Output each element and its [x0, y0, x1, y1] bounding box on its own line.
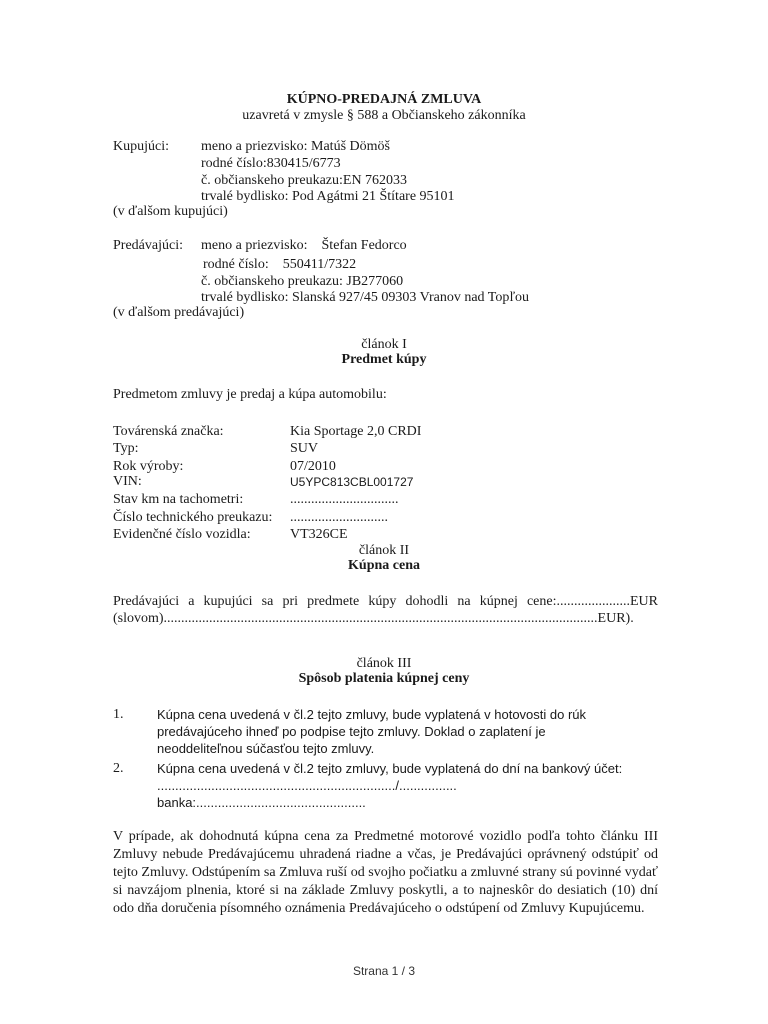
- payment-item-1-number: 1.: [113, 707, 124, 722]
- vehicle-year-value: 07/2010: [290, 459, 336, 474]
- payment-item-2-line-1: Kúpna cena uvedená v čl.2 tejto zmluvy, bude vyplatená do dní na bankový účet:: [157, 761, 623, 776]
- vehicle-type-label: Typ:: [113, 441, 139, 456]
- vehicle-type-value: SUV: [290, 441, 319, 456]
- vehicle-vin-label: VIN:: [113, 474, 142, 489]
- payment-item-1-line-2: predávajúceho ihneď po podpise tejto zmluvy. Doklad o zaplatení je: [157, 724, 546, 739]
- vehicle-km-value: ...............................: [290, 492, 399, 507]
- vehicle-km-label: Stav km na tachometri:: [113, 492, 244, 507]
- seller-alias: (v ďalšom predávajúci): [113, 305, 245, 320]
- vehicle-vin-value: U5YPC813CBL001727: [290, 475, 414, 489]
- contract-title: KÚPNO-PREDAJNÁ ZMLUVA: [286, 92, 482, 107]
- article-2-number: článok II: [358, 543, 410, 558]
- buyer-address: trvalé bydlisko: Pod Agátmi 21 Štítare 95101: [201, 189, 455, 204]
- buyer-label: Kupujúci:: [113, 139, 169, 154]
- price-line-2: (slovom)............................................................................................................................EUR).: [113, 611, 634, 626]
- price-line-1: Predávajúci a kupujúci sa pri predmete kúpy dohodli na kúpnej cene:.....................EUR: [113, 594, 658, 609]
- payment-item-1-line-3: neoddeliteľnou súčasťou tejto zmluvy.: [157, 741, 375, 756]
- vehicle-tp-label: Číslo technického preukazu:: [113, 510, 273, 525]
- vehicle-ecv-label: Evidenčné číslo vozidla:: [113, 527, 251, 542]
- buyer-id-card: č. občianskeho preukazu:EN 762033: [201, 173, 408, 188]
- vehicle-year-label: Rok výroby:: [113, 459, 184, 474]
- vehicle-brand-label: Továrenská značka:: [113, 424, 224, 439]
- buyer-name: meno a priezvisko: Matúš Dömöš: [201, 139, 390, 154]
- buyer-birth-number: rodné číslo:830415/6773: [201, 156, 341, 171]
- seller-name: meno a priezvisko: Štefan Fedorco: [201, 238, 407, 253]
- article-1-number: článok I: [361, 337, 407, 352]
- payment-item-2-line-2: ................................................................../................: [157, 778, 457, 793]
- seller-id-card: č. občianskeho preukazu: JB277060: [201, 274, 404, 289]
- vehicle-tp-value: ............................: [290, 510, 388, 525]
- page-number: Strana 1 / 3: [352, 964, 416, 978]
- contract-subtitle: uzavretá v zmysle § 588 a Občianskeho zákonníka: [242, 108, 526, 123]
- withdrawal-paragraph: V prípade, ak dohodnutá kúpna cena za Predmetné motorové vozidlo podľa tohto článku III Zmluvy nebude Predávajúcemu uhradená riadne a včas, je Predávajúci oprávnený odstúpiť od tejto Zmluvy. Odstúpením sa Zmluva ruší od svojho počiatku a zmluvné strany sú povinné vydať si navzájom plnenia, ktoré si na základe Zmluvy poskytli, a to najneskôr do desiatich (10) dní odo dňa doručenia písomného oznámenia Predávajúceho o odstúpení od Zmluvy Kupujúcemu.: [113, 829, 658, 916]
- seller-birth-number: rodné číslo: 550411/7322: [203, 257, 357, 272]
- payment-item-2-line-3: banka:...............................................: [157, 795, 366, 810]
- buyer-alias: (v ďalšom kupujúci): [113, 204, 228, 219]
- payment-item-1-line-1: Kúpna cena uvedená v čl.2 tejto zmluvy, bude vyplatená v hotovosti do rúk: [157, 707, 587, 722]
- vehicle-brand-value: Kia Sportage 2,0 CRDI: [290, 424, 422, 439]
- article-1-intro: Predmetom zmluvy je predaj a kúpa automobilu:: [113, 387, 387, 402]
- seller-label: Predávajúci:: [113, 238, 183, 253]
- article-3-heading: Spôsob platenia kúpnej ceny: [298, 671, 470, 686]
- vehicle-ecv-value: VT326CE: [290, 527, 348, 542]
- article-2-heading: Kúpna cena: [348, 558, 420, 573]
- seller-address: trvalé bydlisko: Slanská 927/45 09303 Vranov nad Topľou: [201, 290, 530, 305]
- article-3-number: článok III: [356, 656, 412, 671]
- payment-item-2-number: 2.: [113, 761, 124, 776]
- article-1-heading: Predmet kúpy: [341, 352, 427, 367]
